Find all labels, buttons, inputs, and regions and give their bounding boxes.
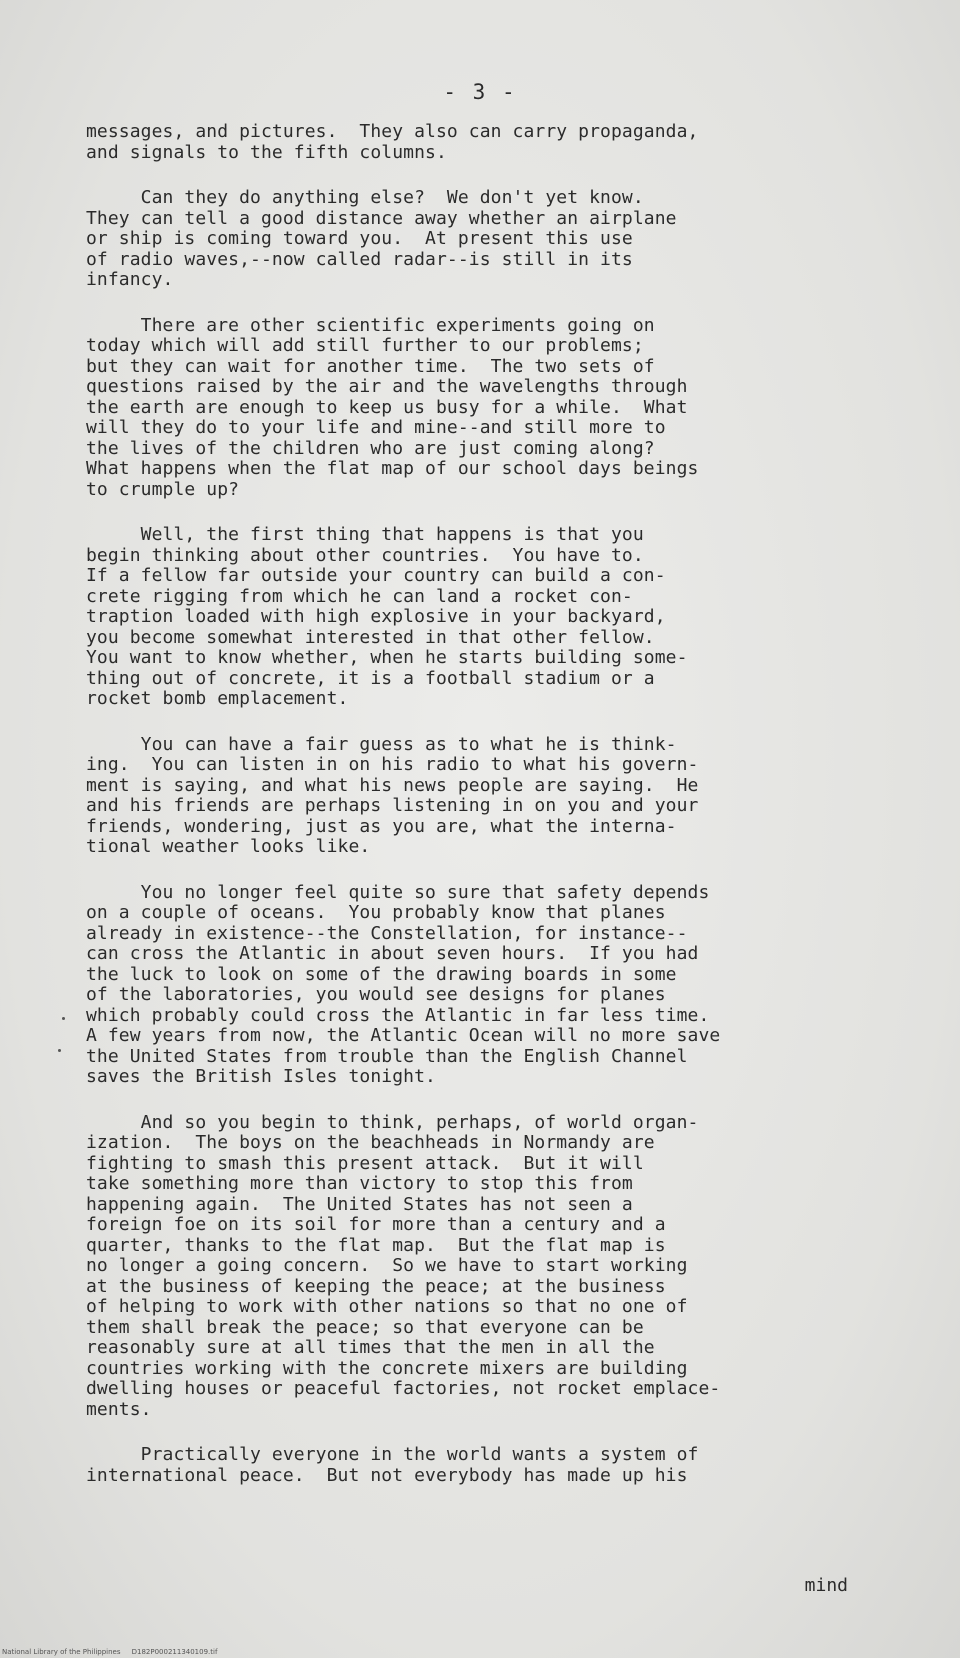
- text-line: begin thinking about other countries. You have to.: [86, 544, 644, 566]
- text-line: messages, and pictures. They also can carry propaganda,: [86, 121, 699, 142]
- text-line: of helping to work with other nations so that no one of: [86, 1296, 688, 1317]
- text-line: already in existence--the Constellation, for instance--: [86, 922, 688, 944]
- paragraph-5: [86, 735, 906, 858]
- text-line: traption loaded with high explosive in your backyard,: [86, 606, 666, 627]
- text-line: They can tell a good distance away whether an airplane: [86, 207, 677, 229]
- text-line: Can they do anything else? We don't yet know.: [86, 187, 644, 208]
- paragraph-1: [86, 122, 906, 163]
- text-line: A few years from now, the Atlantic Ocean will no more save: [86, 1025, 721, 1046]
- text-line: or ship is coming toward you. At present this use: [86, 228, 633, 249]
- paragraph-7: [86, 1113, 906, 1421]
- text-line: fighting to smash this present attack. But it will: [86, 1152, 644, 1174]
- catchword: mind: [804, 1575, 848, 1596]
- text-line: You no longer feel quite so sure that safety depends: [86, 881, 710, 903]
- scan-speck: [58, 1049, 61, 1052]
- paragraph-3: [86, 316, 906, 501]
- text-line: You can have a fair guess as to what he is think-: [86, 733, 677, 755]
- text-line: the United States from trouble than the English Channel: [86, 1045, 688, 1067]
- text-line: questions raised by the air and the wavelengths through: [86, 376, 688, 397]
- text-line: infancy.: [86, 269, 174, 290]
- text-line: the earth are enough to keep us busy for a while. What: [86, 396, 688, 418]
- page-number: - 3 -: [443, 80, 517, 104]
- text-line: can cross the Atlantic in about seven hours. If you had: [86, 943, 699, 964]
- text-line: You want to know whether, when he starts building some-: [86, 647, 688, 668]
- text-line: today which will add still further to our problems;: [86, 335, 644, 356]
- text-line: the luck to look on some of the drawing boards in some: [86, 963, 677, 985]
- text-line: ization. The boys on the beachheads in Normandy are: [86, 1132, 655, 1153]
- text-line: them shall break the peace; so that everyone can be: [86, 1316, 644, 1338]
- paragraph-4: [86, 525, 906, 710]
- text-line: Well, the first thing that happens is that you: [86, 524, 644, 545]
- text-line: happening again. The United States has not seen a: [86, 1193, 633, 1215]
- text-line: rocket bomb emplacement.: [86, 688, 349, 709]
- text-line: friends, wondering, just as you are, what the interna-: [86, 815, 677, 837]
- text-line: saves the British Isles tonight.: [86, 1066, 436, 1087]
- paragraph-6: [86, 883, 906, 1088]
- text-line: ing. You can listen in on his radio to what his govern-: [86, 754, 699, 775]
- text-line: you become somewhat interested in that other fellow.: [86, 626, 655, 648]
- text-line: quarter, thanks to the flat map. But the flat map is: [86, 1234, 666, 1256]
- text-line: And so you begin to think, perhaps, of world organ-: [86, 1111, 699, 1133]
- text-line: ments.: [86, 1398, 152, 1420]
- paragraph-8: [86, 1445, 906, 1486]
- text-line: Practically everyone in the world wants a system of: [86, 1444, 699, 1465]
- text-line: ment is saying, and what his news people are saying. He: [86, 774, 699, 796]
- text-line: and his friends are perhaps listening in on you and your: [86, 795, 699, 816]
- text-line: crete rigging from which he can land a rocket con-: [86, 585, 633, 607]
- body-text: [86, 122, 906, 1511]
- paragraph-2: [86, 188, 906, 291]
- text-line: international peace. But not everybody has made up his: [86, 1464, 688, 1486]
- text-line: take something more than victory to stop this from: [86, 1173, 633, 1194]
- text-line: dwelling houses or peaceful factories, not rocket emplace-: [86, 1378, 721, 1399]
- text-line: What happens when the flat map of our school days beings: [86, 458, 699, 479]
- text-line: on a couple of oceans. You probably know that planes: [86, 902, 666, 923]
- text-line: There are other scientific experiments going on: [86, 314, 655, 336]
- text-line: which probably could cross the Atlantic in far less time.: [86, 1004, 710, 1026]
- archive-footer: National Library of the Philippines D182P000211340109.tif: [2, 1648, 218, 1656]
- text-line: to crumple up?: [86, 478, 240, 500]
- text-line: but they can wait for another time. The two sets of: [86, 355, 655, 377]
- text-line: no longer a going concern. So we have to start working: [86, 1255, 688, 1276]
- text-line: thing out of concrete, it is a football stadium or a: [86, 667, 655, 689]
- text-line: If a fellow far outside your country can build a con-: [86, 565, 666, 586]
- text-line: of radio waves,--now called radar--is still in its: [86, 248, 633, 270]
- scan-speck: [62, 1017, 65, 1020]
- text-line: will they do to your life and mine--and still more to: [86, 417, 666, 438]
- text-line: the lives of the children who are just coming along?: [86, 437, 655, 459]
- text-line: of the laboratories, you would see designs for planes: [86, 984, 666, 1005]
- text-line: foreign foe on its soil for more than a century and a: [86, 1214, 666, 1235]
- text-line: countries working with the concrete mixers are building: [86, 1357, 688, 1379]
- text-line: at the business of keeping the peace; at the business: [86, 1275, 666, 1297]
- text-line: tional weather looks like.: [86, 836, 371, 857]
- text-line: reasonably sure at all times that the men in all the: [86, 1337, 655, 1358]
- text-line: and signals to the fifth columns.: [86, 141, 447, 163]
